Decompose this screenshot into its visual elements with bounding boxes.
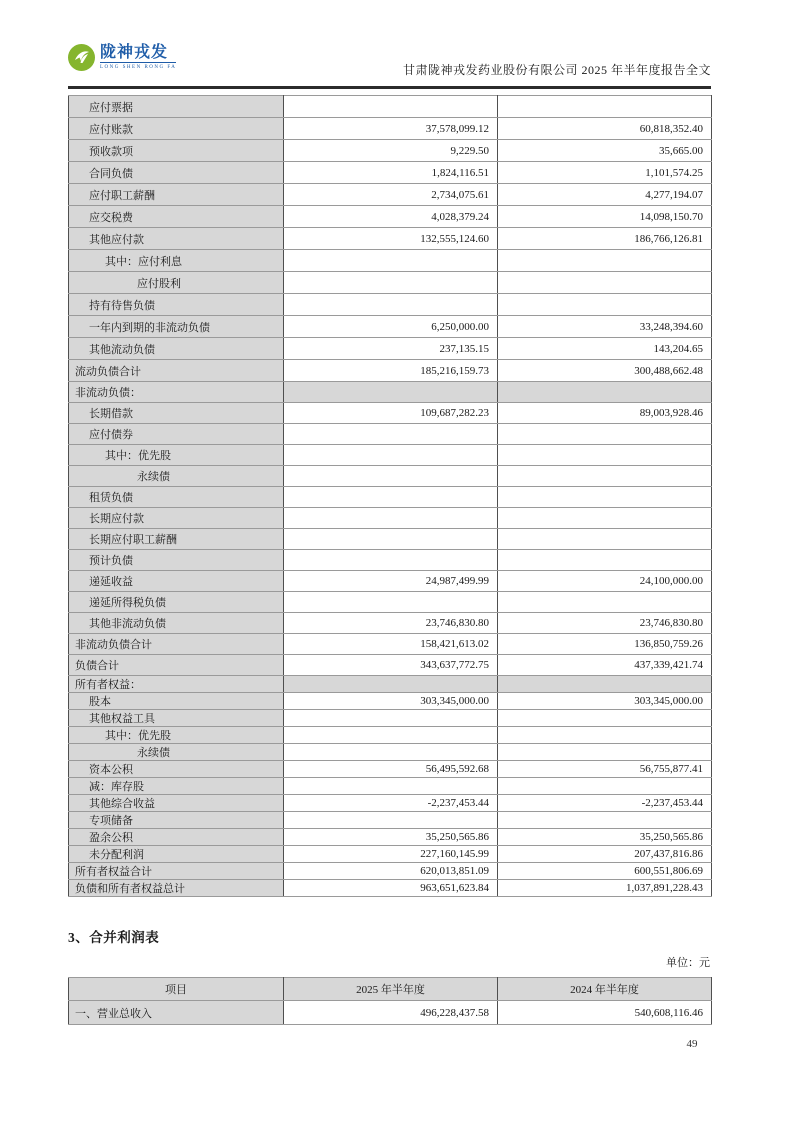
row-value: 2,734,075.61	[284, 184, 498, 206]
page-number: 49	[686, 1038, 698, 1050]
row-value: 4,028,379.24	[284, 206, 498, 228]
row-value: 343,637,772.75	[284, 655, 498, 676]
row-value: 227,160,145.99	[284, 846, 498, 863]
row-label: 租赁负债	[69, 487, 284, 508]
table-row	[69, 795, 712, 812]
table-row	[69, 140, 712, 162]
row-value: -2,237,453.44	[284, 795, 498, 812]
row-value: 1,037,891,228.43	[498, 880, 712, 897]
company-logo	[68, 44, 176, 71]
row-value: 303,345,000.00	[498, 693, 712, 710]
table-row	[69, 880, 712, 897]
row-value: 132,555,124.60	[284, 228, 498, 250]
row-value: 6,250,000.00	[284, 316, 498, 338]
row-value: 540,608,116.46	[498, 1001, 712, 1025]
row-value: 23,746,830.80	[498, 613, 712, 634]
table-row	[69, 655, 712, 676]
row-value: 109,687,282.23	[284, 403, 498, 424]
row-value: 9,229.50	[284, 140, 498, 162]
row-value	[498, 487, 712, 508]
row-label: 应付账款	[69, 118, 284, 140]
row-value	[284, 508, 498, 529]
table-row	[69, 761, 712, 778]
section-heading: 3、合并利润表	[68, 930, 160, 945]
table-row	[69, 338, 712, 360]
table-header-row	[69, 978, 712, 1001]
row-value	[284, 424, 498, 445]
row-label: 负债和所有者权益总计	[69, 880, 284, 897]
row-value	[284, 676, 498, 693]
row-label: 非流动负债：	[69, 382, 284, 403]
table-row	[69, 634, 712, 655]
table-row	[69, 272, 712, 294]
row-value: 185,216,159.73	[284, 360, 498, 382]
table-row	[69, 206, 712, 228]
row-label: 应付债券	[69, 424, 284, 445]
row-value: 303,345,000.00	[284, 693, 498, 710]
row-label: 盈余公积	[69, 829, 284, 846]
balance-sheet-table	[68, 95, 712, 897]
row-value	[498, 676, 712, 693]
row-value: 1,101,574.25	[498, 162, 712, 184]
row-value	[284, 529, 498, 550]
row-label: 预计负债	[69, 550, 284, 571]
page-header	[68, 40, 711, 82]
table-row	[69, 529, 712, 550]
row-value	[498, 382, 712, 403]
table-row	[69, 162, 712, 184]
column-header: 2024 年半年度	[498, 978, 712, 1001]
row-value	[284, 778, 498, 795]
row-value: 37,578,099.12	[284, 118, 498, 140]
table-row	[69, 228, 712, 250]
row-value	[498, 550, 712, 571]
row-value	[498, 445, 712, 466]
row-value	[284, 812, 498, 829]
unit-label: 单位：元	[666, 957, 710, 969]
row-value: 35,665.00	[498, 140, 712, 162]
row-value: 24,100,000.00	[498, 571, 712, 592]
income-statement-table	[68, 977, 712, 1025]
table-row	[69, 693, 712, 710]
row-value: 620,013,851.09	[284, 863, 498, 880]
row-value: 60,818,352.40	[498, 118, 712, 140]
row-label: 一、营业总收入	[69, 1001, 284, 1025]
row-value: 33,248,394.60	[498, 316, 712, 338]
table-row	[69, 613, 712, 634]
row-label: 其他综合收益	[69, 795, 284, 812]
table-row	[69, 812, 712, 829]
table-row	[69, 184, 712, 206]
row-value: 56,755,877.41	[498, 761, 712, 778]
row-value	[498, 812, 712, 829]
row-value: 158,421,613.02	[284, 634, 498, 655]
row-label: 其中：应付利息	[69, 250, 284, 272]
row-value: 600,551,806.69	[498, 863, 712, 880]
brand-text	[100, 45, 176, 70]
row-value: 237,135.15	[284, 338, 498, 360]
row-value: 23,746,830.80	[284, 613, 498, 634]
row-label: 长期应付职工薪酬	[69, 529, 284, 550]
table-row	[69, 360, 712, 382]
row-label: 应交税费	[69, 206, 284, 228]
row-label: 负债合计	[69, 655, 284, 676]
row-label: 一年内到期的非流动负债	[69, 316, 284, 338]
table-row	[69, 382, 712, 403]
row-label: 应付票据	[69, 96, 284, 118]
row-value	[498, 529, 712, 550]
row-label: 未分配利润	[69, 846, 284, 863]
table-row	[69, 550, 712, 571]
row-label: 应付股利	[69, 272, 284, 294]
table-row	[69, 829, 712, 846]
table-row	[69, 863, 712, 880]
table-row	[69, 727, 712, 744]
table-row	[69, 744, 712, 761]
row-value: 56,495,592.68	[284, 761, 498, 778]
table-row	[69, 676, 712, 693]
table-row	[69, 487, 712, 508]
row-label: 永续债	[69, 466, 284, 487]
row-label: 长期借款	[69, 403, 284, 424]
table-row	[69, 250, 712, 272]
row-value: 35,250,565.86	[284, 829, 498, 846]
brand-name-en: LONG SHEN RONG FA	[100, 64, 177, 70]
row-label: 流动负债合计	[69, 360, 284, 382]
row-value	[498, 508, 712, 529]
row-value	[498, 727, 712, 744]
row-label: 其他权益工具	[69, 710, 284, 727]
row-label: 其他非流动负债	[69, 613, 284, 634]
row-value	[284, 272, 498, 294]
header-divider	[68, 86, 711, 89]
row-label: 其他应付款	[69, 228, 284, 250]
row-value	[498, 592, 712, 613]
row-value: 496,228,437.58	[284, 1001, 498, 1025]
row-value: 14,098,150.70	[498, 206, 712, 228]
table-row	[69, 403, 712, 424]
table-row	[69, 96, 712, 118]
row-value: 89,003,928.46	[498, 403, 712, 424]
row-value	[284, 710, 498, 727]
row-value: -2,237,453.44	[498, 795, 712, 812]
row-value	[284, 294, 498, 316]
row-value	[284, 550, 498, 571]
row-label: 递延所得税负债	[69, 592, 284, 613]
row-value: 437,339,421.74	[498, 655, 712, 676]
row-label: 非流动负债合计	[69, 634, 284, 655]
table-row	[69, 592, 712, 613]
row-label: 减：库存股	[69, 778, 284, 795]
row-value: 300,488,662.48	[498, 360, 712, 382]
row-label: 应付职工薪酬	[69, 184, 284, 206]
row-value: 136,850,759.26	[498, 634, 712, 655]
row-label: 永续债	[69, 744, 284, 761]
row-value: 963,651,623.84	[284, 880, 498, 897]
brand-name-cn: 陇神戎发	[100, 45, 176, 63]
row-value	[284, 727, 498, 744]
row-value	[498, 710, 712, 727]
row-value: 143,204.65	[498, 338, 712, 360]
row-value	[498, 272, 712, 294]
row-value	[498, 744, 712, 761]
row-label: 长期应付款	[69, 508, 284, 529]
row-value	[284, 592, 498, 613]
row-label: 合同负债	[69, 162, 284, 184]
row-value	[498, 294, 712, 316]
row-value: 4,277,194.07	[498, 184, 712, 206]
column-header: 2025 年半年度	[284, 978, 498, 1001]
row-value: 24,987,499.99	[284, 571, 498, 592]
row-value: 207,437,816.86	[498, 846, 712, 863]
row-label: 递延收益	[69, 571, 284, 592]
row-label: 其中：优先股	[69, 445, 284, 466]
row-value: 1,824,116.51	[284, 162, 498, 184]
table-row	[69, 445, 712, 466]
table-row	[69, 424, 712, 445]
row-value	[498, 424, 712, 445]
table-row	[69, 466, 712, 487]
document-title: 甘肃陇神戎发药业股份有限公司 2025 年半年度报告全文	[402, 63, 711, 77]
row-label: 资本公积	[69, 761, 284, 778]
row-label: 股本	[69, 693, 284, 710]
row-label: 持有待售负债	[69, 294, 284, 316]
row-value	[284, 382, 498, 403]
column-header: 项目	[69, 978, 284, 1001]
row-label: 所有者权益：	[69, 676, 284, 693]
row-value	[498, 778, 712, 795]
row-value	[284, 744, 498, 761]
row-value	[284, 466, 498, 487]
logo-mark-icon	[68, 44, 95, 71]
row-value	[498, 96, 712, 118]
table-row	[69, 571, 712, 592]
table-row	[69, 508, 712, 529]
row-value: 35,250,565.86	[498, 829, 712, 846]
row-value	[284, 445, 498, 466]
row-label: 专项储备	[69, 812, 284, 829]
row-label: 所有者权益合计	[69, 863, 284, 880]
table-row	[69, 710, 712, 727]
row-value	[498, 250, 712, 272]
row-label: 预收款项	[69, 140, 284, 162]
row-label: 其他流动负债	[69, 338, 284, 360]
row-value	[284, 250, 498, 272]
row-value	[498, 466, 712, 487]
row-value	[284, 96, 498, 118]
table-row	[69, 778, 712, 795]
row-value: 186,766,126.81	[498, 228, 712, 250]
table-row	[69, 118, 712, 140]
table-row	[69, 846, 712, 863]
table-row	[69, 1001, 712, 1025]
table-row	[69, 294, 712, 316]
table-row	[69, 316, 712, 338]
row-label: 其中：优先股	[69, 727, 284, 744]
row-value	[284, 487, 498, 508]
